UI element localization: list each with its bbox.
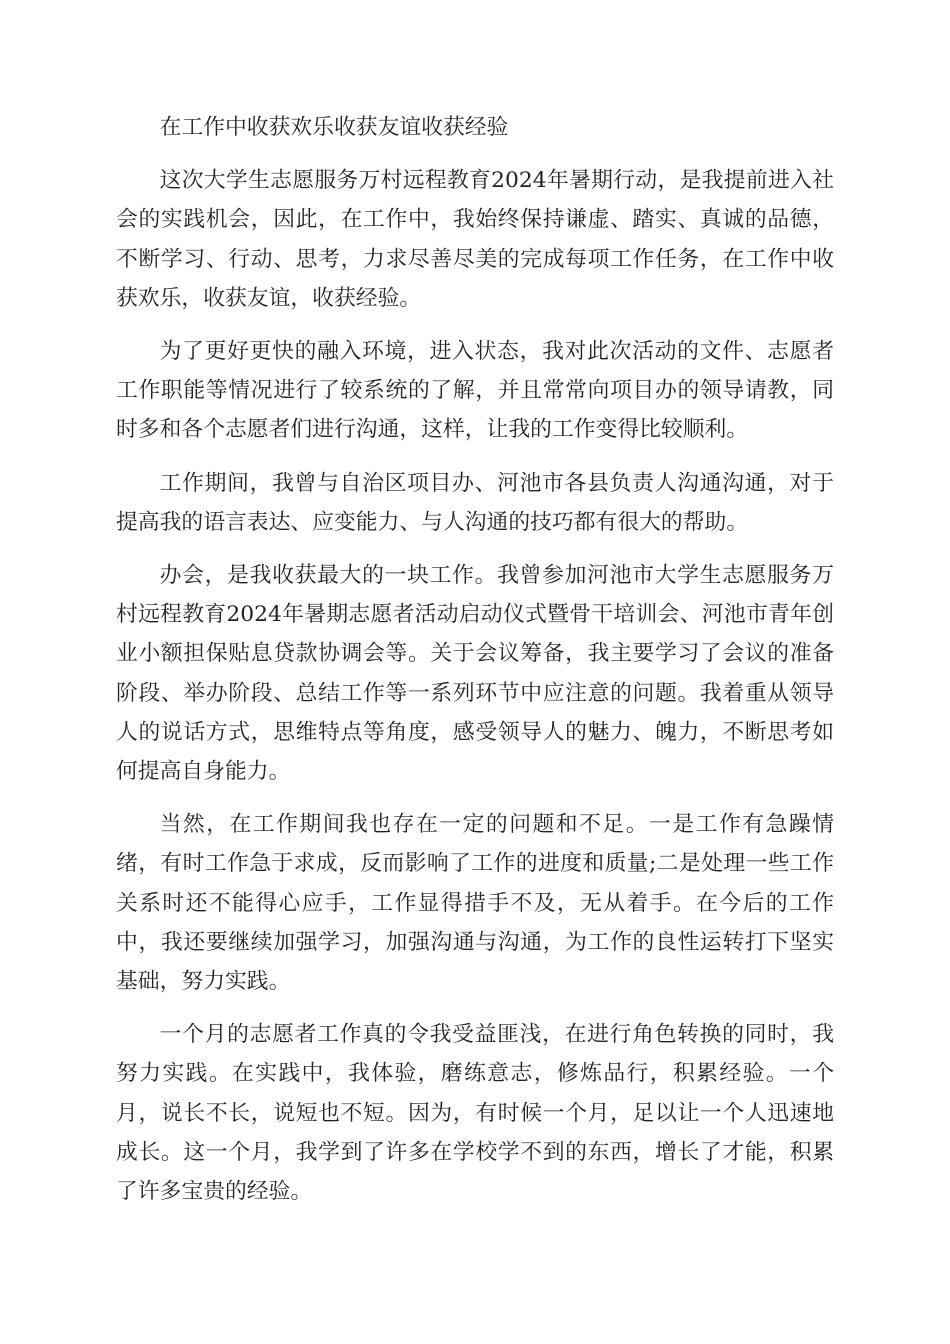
document-title: 在工作中收获欢乐收获友谊收获经验 <box>159 115 509 140</box>
paragraph-4: 办会，是我收获最大的一块工作。我曾参加河池市大学生志愿服务万村远程教育2024年暑期志愿者活动启动仪式暨骨干培训会、河池市青年创业小额担保贴息贷款协调会等。关于会议筹备，我主要学习了会议的准备阶段、举办阶段、总结工作等一系列环节中应注意的问题。我着重从领导人的说话方式，思维特点等角度，感受领导人的魅力、魄力，不断思考如何提高自身能力。 <box>116 563 834 785</box>
paragraph-3: 工作期间，我曾与自治区项目办、河池市各县负责人沟通沟通，对于提高我的语言表达、应变能力、与人沟通的技巧都有很大的帮助。 <box>116 470 834 535</box>
document-page <box>116 108 834 1225</box>
paragraph-5: 当然，在工作期间我也存在一定的问题和不足。一是工作有急躁情绪，有时工作急于求成，反而影响了工作的进度和质量;二是处理一些工作关系时还不能得心应手，工作显得措手不及，无从着手。在今后的工作中，我还要继续加强学习，加强沟通与沟通，为工作的良性运转打下坚实基础，努力实践。 <box>116 812 834 995</box>
paragraph-2: 为了更好更快的融入环境，进入状态，我对此次活动的文件、志愿者工作职能等情况进行了较系统的了解，并且常常向项目办的领导请教，同时多和各个志愿者们进行沟通，这样，让我的工作变得比较顺利。 <box>116 339 834 443</box>
paragraph-1: 这次大学生志愿服务万村远程教育2024年暑期行动，是我提前进入社会的实践机会，因此，在工作中，我始终保持谦虚、踏实、真诚的品德，不断学习、行动、思考，力求尽善尽美的完成每项工作任务，在工作中收获欢乐，收获友谊，收获经验。 <box>116 168 834 311</box>
paragraph-6: 一个月的志愿者工作真的令我受益匪浅，在进行角色转换的同时，我努力实践。在实践中，我体验，磨练意志，修炼品行，积累经验。一个月，说长不长，说短也不短。因为，有时候一个月，足以让一个人迅速地成长。这一个月，我学到了许多在学校学不到的东西，增长了才能，积累了许多宝贵的经验。 <box>116 1022 834 1205</box>
